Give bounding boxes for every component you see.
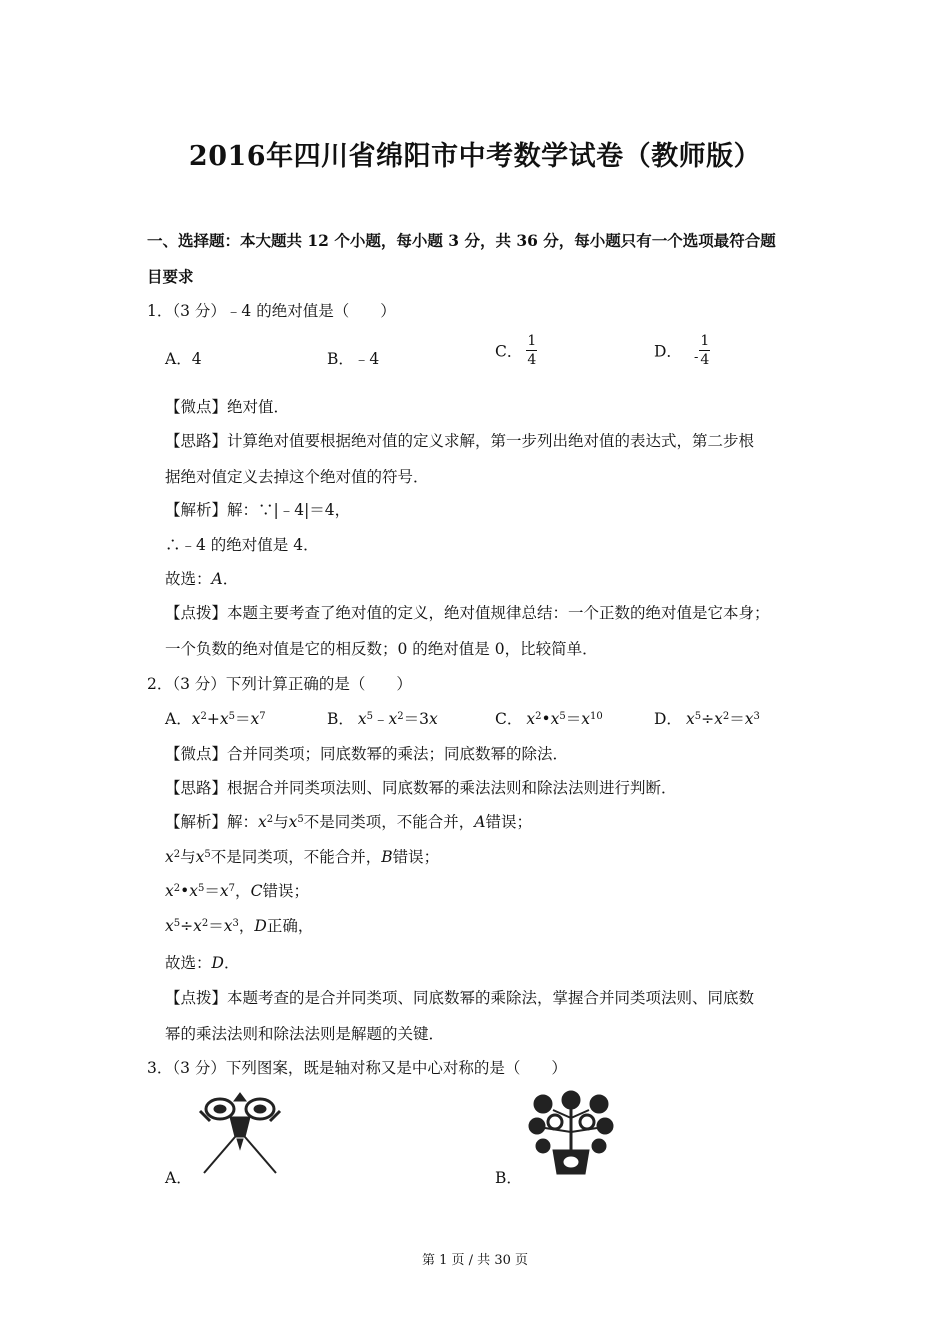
section-heading-line1: 一、选择题：本大题共 12 个小题，每小题 3 分，共 36 分，每小题只有一个选项最符合题	[147, 231, 776, 250]
option-letter: A	[474, 813, 486, 831]
q2-option-b-label: B．	[327, 710, 354, 728]
q2-answer: D	[211, 954, 224, 972]
q1-stem: 1．（3 分）﹣4 的绝对值是（ ）	[147, 302, 396, 320]
q1-answer-prefix: 故选：	[165, 570, 212, 588]
var-x: x	[526, 710, 536, 728]
separator: ，	[238, 917, 255, 935]
q2-analysis-line4	[165, 914, 313, 936]
exponent: 2	[200, 711, 207, 722]
q2-option-a	[165, 707, 266, 729]
operator: ÷	[701, 710, 715, 728]
exponent: 5	[366, 711, 374, 722]
q3-figure-a-kite	[190, 1087, 290, 1177]
exponent: 2	[535, 711, 542, 722]
q1-option-c-fraction	[526, 333, 537, 368]
q2-comment-line2: 幂的乘法法则和除法法则是解题的关键．	[165, 1025, 445, 1043]
q2-answer-suffix: ．	[223, 954, 240, 972]
exponent: 5	[173, 918, 181, 929]
q2-option-d	[654, 707, 760, 729]
var-x: x	[258, 813, 267, 831]
operator: •	[180, 882, 190, 900]
var-x: x	[223, 917, 233, 935]
var-x: x	[165, 882, 174, 900]
q2-option-a-label: A．	[165, 710, 192, 728]
q3-option-a: A．	[165, 1169, 192, 1187]
exponent: 5	[694, 711, 702, 722]
option-letter: D	[254, 917, 267, 935]
q1-point: 【微点】绝对值．	[165, 398, 290, 416]
q2-option-b	[327, 707, 438, 729]
var-x: x	[357, 710, 367, 728]
q3-stem: 3．（3 分）下列图案，既是轴对称又是中心对称的是（ ）	[147, 1059, 567, 1077]
q1-answer-line	[165, 567, 238, 589]
q2-analysis-line3	[165, 879, 309, 901]
q1-answer: A	[211, 570, 223, 588]
verdict: 正确，	[266, 917, 314, 935]
page-footer: 第 1 页 / 共 30 页	[422, 1253, 528, 1268]
operator: •	[541, 710, 551, 728]
q2-answer-line	[165, 951, 239, 973]
q2-comment-line1: 【点拨】本题考查的是合并同类项、同底数幂的乘除法，掌握合并同类项法则、同底数	[165, 989, 755, 1007]
exponent: 2	[722, 711, 730, 722]
q1-option-c-label: C．	[495, 342, 523, 361]
var-x: x	[550, 710, 560, 728]
exponent: 5	[297, 814, 304, 825]
analysis-text: 不是同类项，不能合并，	[303, 813, 475, 831]
verdict: 错误；	[262, 882, 309, 900]
exponent: 5	[204, 849, 211, 860]
q1-option-d-sign: -	[693, 350, 699, 366]
var-x: x	[165, 848, 174, 866]
exponent: 10	[590, 711, 603, 722]
exponent: 3	[753, 711, 760, 722]
q2-analysis	[165, 810, 532, 832]
var-x: x	[250, 710, 260, 728]
var-x: x	[429, 710, 438, 728]
q3-option-b: B．	[495, 1169, 522, 1187]
var-x: x	[288, 813, 298, 831]
q2-option-d-label: D．	[654, 710, 682, 728]
var-x: x	[685, 710, 695, 728]
q1-option-c-numerator: 1	[527, 333, 537, 349]
exponent: 2	[173, 849, 181, 860]
q3-figure-b-vase	[523, 1088, 619, 1180]
q1-analysis: 【解析】解：∵|﹣4|＝4，	[165, 501, 351, 519]
exponent: 7	[228, 883, 236, 894]
q2-option-c	[495, 707, 603, 729]
exponent: 2	[173, 883, 181, 894]
q1-option-d-numerator: 1	[700, 333, 710, 349]
var-x: x	[193, 917, 202, 935]
var-x: x	[744, 710, 754, 728]
var-x: x	[581, 710, 591, 728]
q2-answer-prefix: 故选：	[165, 954, 212, 972]
exponent: 2	[397, 711, 404, 722]
connector: 与	[273, 813, 289, 831]
verdict: 错误；	[392, 848, 440, 866]
q1-option-c-denominator: 4	[527, 352, 537, 369]
equals: ＝	[729, 710, 745, 728]
var-x: x	[189, 882, 199, 900]
q2-analysis-line2	[165, 845, 439, 867]
option-letter: B	[381, 848, 393, 866]
q1-comment-line1: 【点拨】本题主要考查了绝对值的定义，绝对值规律总结：一个正数的绝对值是它本身；	[165, 604, 770, 622]
operator: ﹣	[373, 710, 389, 728]
q1-option-d-denominator: 4	[700, 352, 710, 369]
equals: ＝	[565, 710, 582, 728]
q1-option-d	[654, 333, 710, 368]
q1-option-b: B．﹣4	[327, 350, 380, 368]
q2-option-c-label: C．	[495, 710, 523, 728]
q1-option-c	[495, 333, 537, 368]
exponent: 5	[559, 711, 566, 722]
var-x: x	[191, 710, 201, 728]
exponent: 3	[232, 918, 239, 929]
q1-therefore: ∴﹣4 的绝对值是 4．	[165, 536, 319, 554]
equals: ＝	[204, 882, 220, 900]
var-x: x	[219, 882, 229, 900]
q2-analysis-prefix: 【解析】解：	[165, 813, 259, 831]
q1-option-d-label: D．	[654, 342, 682, 361]
q2-idea: 【思路】根据合并同类项法则、同底数幂的乘法法则和除法法则进行判断．	[165, 779, 677, 797]
exponent: 7	[259, 711, 266, 722]
exponent: 2	[201, 918, 209, 929]
analysis-text: 不是同类项，不能合并，	[210, 848, 382, 866]
q1-option-a: A．4	[165, 350, 202, 368]
exponent: 5	[198, 883, 205, 894]
operator: +	[206, 710, 220, 728]
equals: ＝	[234, 710, 251, 728]
q2-point: 【微点】合并同类项；同底数幂的乘法；同底数幂的除法．	[165, 745, 569, 763]
verdict: 错误；	[485, 813, 533, 831]
page-title: 2016年四川省绵阳市中考数学试卷（教师版）	[188, 141, 762, 172]
separator: ，	[235, 882, 251, 900]
equals: ＝3	[403, 710, 430, 728]
option-letter: C	[250, 882, 263, 900]
q2-stem: 2．（3 分）下列计算正确的是（ ）	[147, 675, 412, 693]
var-x: x	[388, 710, 398, 728]
q1-comment-line2: 一个负数的绝对值是它的相反数；0 的绝对值是 0，比较简单．	[165, 640, 598, 658]
q1-answer-suffix: ．	[222, 570, 239, 588]
operator: ÷	[180, 917, 194, 935]
var-x: x	[219, 710, 229, 728]
exponent: 5	[228, 711, 235, 722]
var-x: x	[195, 848, 205, 866]
equals: ＝	[208, 917, 224, 935]
q1-idea-line2: 据绝对值定义去掉这个绝对值的符号．	[165, 468, 429, 486]
q1-option-d-fraction	[699, 333, 710, 368]
q1-idea-line1: 【思路】计算绝对值要根据绝对值的定义求解，第一步列出绝对值的表达式，第二步根	[165, 432, 755, 450]
section-heading-line2: 目要求	[147, 267, 194, 286]
var-x: x	[714, 710, 723, 728]
var-x: x	[165, 917, 174, 935]
connector: 与	[180, 848, 196, 866]
exponent: 2	[266, 814, 274, 825]
